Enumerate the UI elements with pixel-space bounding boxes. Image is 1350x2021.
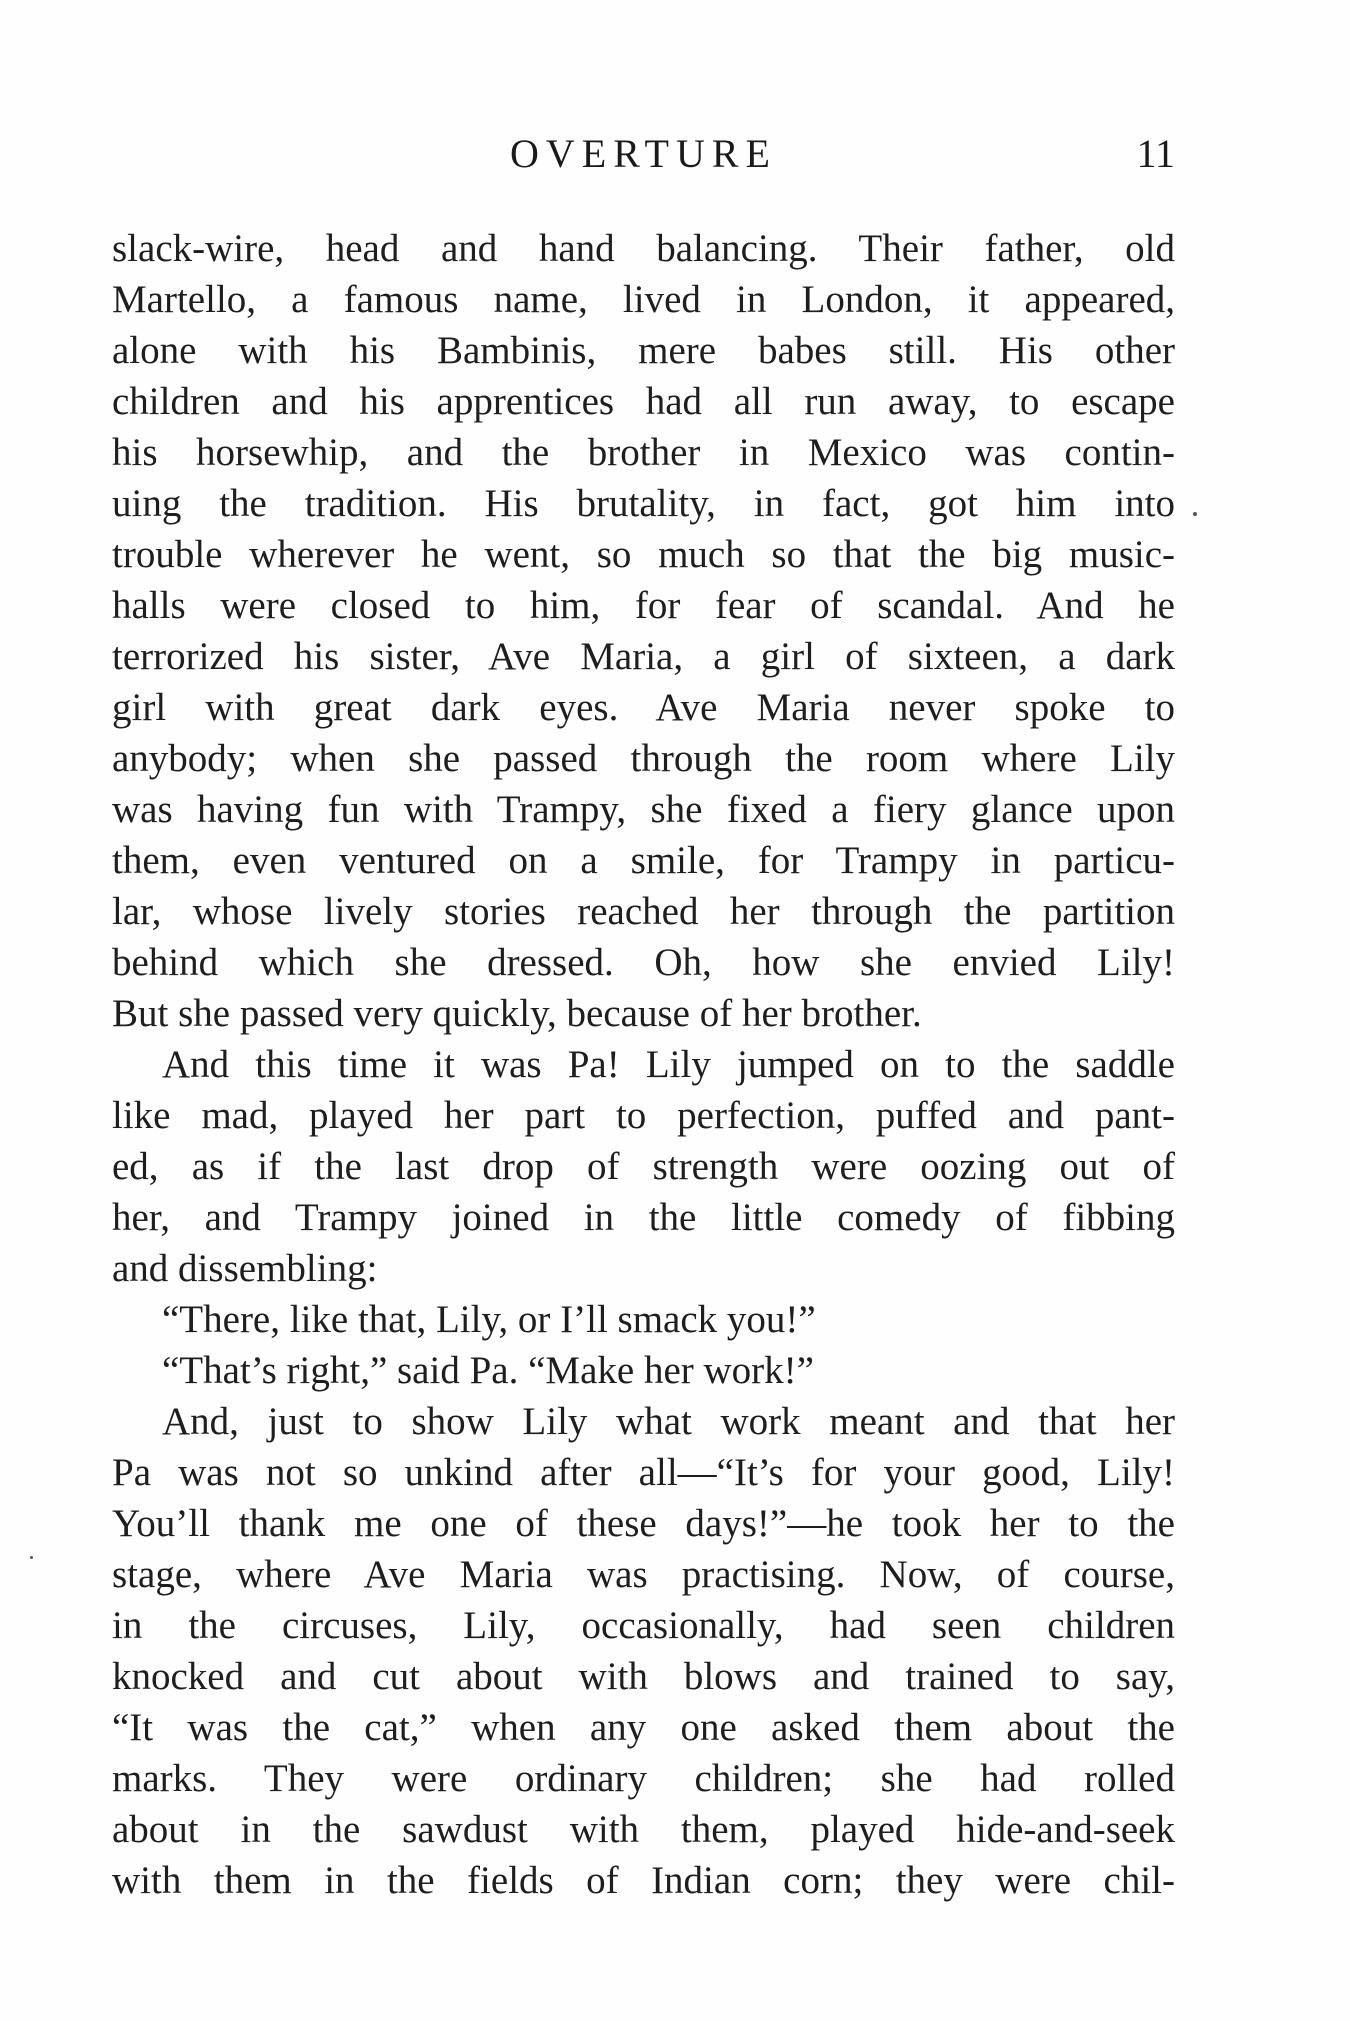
text-line: “That’s right,” said Pa. “Make her work!” [162, 1349, 814, 1392]
text-line: stage, where Ave Maria was practising. Now, of course, [112, 1553, 1175, 1596]
running-head [112, 124, 1175, 184]
text-line: knocked and cut about with blows and trained to say, [112, 1655, 1175, 1698]
text-line: uing the tradition. His brutality, in fact, got him into [112, 482, 1175, 525]
text-line: like mad, played her part to perfection, puffed and pant- [112, 1094, 1175, 1137]
text-line: halls were closed to him, for fear of scandal. And he [112, 584, 1175, 627]
text-line: anybody; when she passed through the room where Lily [112, 737, 1175, 780]
print-speck [30, 1556, 33, 1559]
text-line: “It was the cat,” when any one asked them about the [112, 1706, 1175, 1749]
text-line: them, even ventured on a smile, for Trampy in particu- [112, 839, 1175, 882]
text-line: lar, whose lively stories reached her through the partition [112, 890, 1175, 933]
text-line: her, and Trampy joined in the little comedy of fibbing [112, 1196, 1175, 1239]
text-line: And this time it was Pa! Lily jumped on to the saddle [162, 1043, 1175, 1086]
text-line: “There, like that, Lily, or I’ll smack you!” [162, 1298, 816, 1341]
text-line: ed, as if the last drop of strength were oozing out of [112, 1145, 1175, 1188]
print-speck [1193, 512, 1197, 516]
text-line: slack-wire, head and hand balancing. Their father, old [112, 227, 1175, 270]
page-number: 11 [1136, 131, 1175, 176]
running-title: OVERTURE [510, 131, 777, 176]
text-line: children and his apprentices had all run away, to escape [112, 380, 1175, 423]
text-line: And, just to show Lily what work meant and that her [162, 1400, 1175, 1443]
text-line: Pa was not so unkind after all—“It’s for your good, Lily! [112, 1451, 1175, 1494]
text-line: girl with great dark eyes. Ave Maria never spoke to [112, 686, 1175, 729]
text-line: But she passed very quickly, because of her brother. [112, 992, 922, 1035]
text-line: Martello, a famous name, lived in London, it appeared, [112, 278, 1175, 321]
text-line: alone with his Bambinis, mere babes still. His other [112, 329, 1175, 372]
text-line: terrorized his sister, Ave Maria, a girl of sixteen, a dark [112, 635, 1175, 678]
body-text [112, 223, 1175, 1906]
text-line: behind which she dressed. Oh, how she envied Lily! [112, 941, 1175, 984]
text-line: was having fun with Trampy, she fixed a fiery glance upon [112, 788, 1175, 831]
text-line: with them in the fields of Indian corn; they were chil- [112, 1859, 1175, 1902]
text-line: in the circuses, Lily, occasionally, had seen children [112, 1604, 1175, 1647]
text-line: You’ll thank me one of these days!”—he took her to the [112, 1502, 1175, 1545]
text-line: his horsewhip, and the brother in Mexico was contin- [112, 431, 1175, 474]
text-line: trouble wherever he went, so much so that the big music- [112, 533, 1175, 576]
text-line: about in the sawdust with them, played hide-and-seek [112, 1808, 1175, 1851]
text-line: and dissembling: [112, 1247, 378, 1290]
text-line: marks. They were ordinary children; she had rolled [112, 1757, 1175, 1800]
